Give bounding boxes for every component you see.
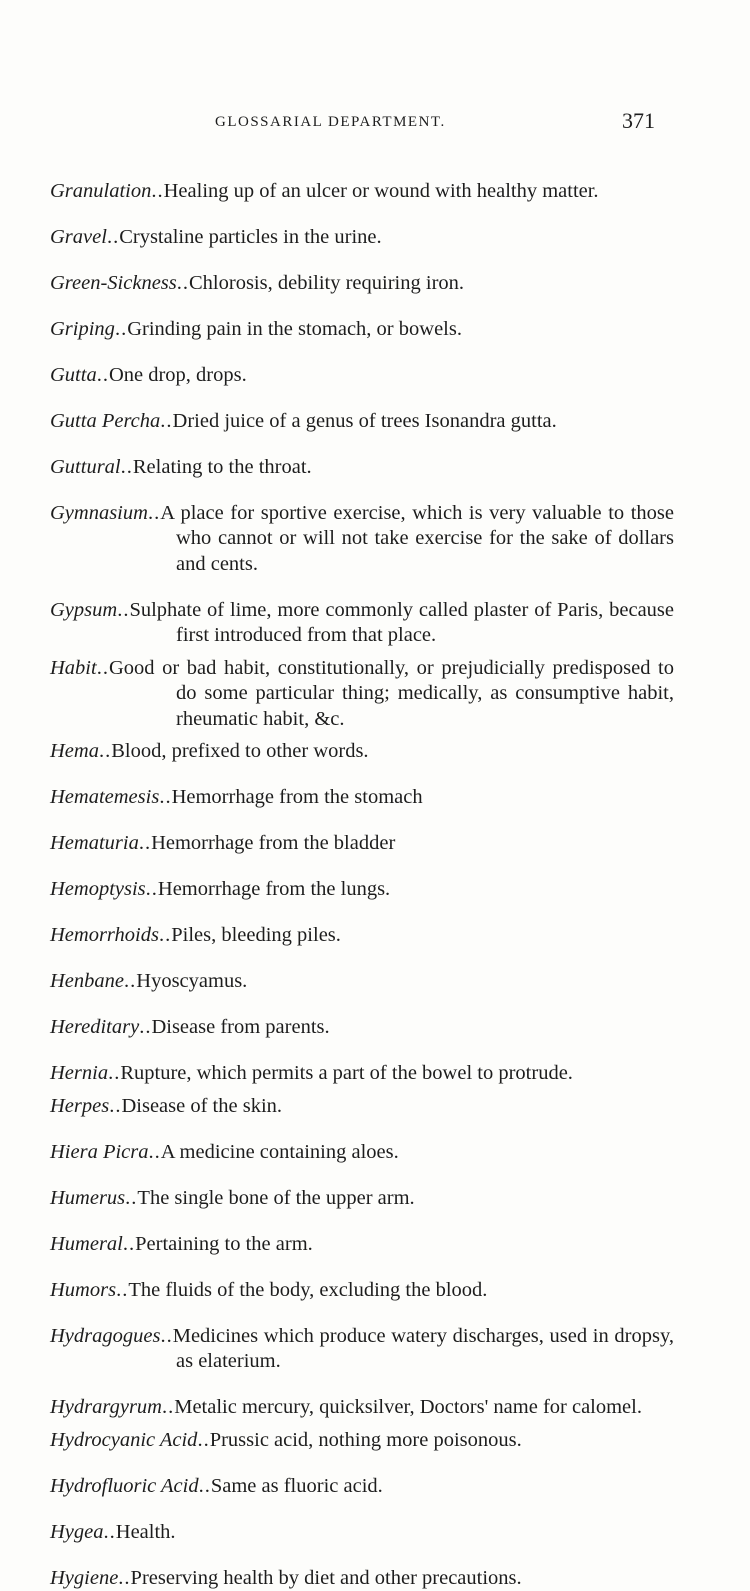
glossary-definition: Hemorrhage from the lungs. <box>158 878 390 900</box>
glossary-term: Hygea <box>50 1521 104 1543</box>
glossary-entry <box>50 739 674 765</box>
glossary-term: Green-Sickness <box>50 272 177 294</box>
term-separator: .. <box>99 740 111 762</box>
glossary-entry <box>50 1094 674 1120</box>
term-separator: .. <box>159 786 171 808</box>
term-separator: .. <box>107 226 119 248</box>
glossary-term: Hematemesis <box>50 786 159 808</box>
glossary-entry <box>50 598 674 649</box>
glossary-entry <box>50 317 674 343</box>
glossary-term: Gymnasium <box>50 502 148 524</box>
glossary-definition: A medicine containing aloes. <box>161 1141 399 1163</box>
glossary-term: Hemoptysis <box>50 878 146 900</box>
glossary-definition: Relating to the throat. <box>133 456 312 478</box>
glossary-entry <box>50 271 674 297</box>
term-separator: .. <box>160 1325 172 1347</box>
glossary-entry <box>50 1061 674 1087</box>
term-separator: .. <box>159 924 171 946</box>
glossary-definition: Rupture, which permits a part of the bowel to protrude. <box>120 1062 573 1084</box>
term-separator: .. <box>139 832 151 854</box>
glossary-entry <box>50 409 674 435</box>
glossary-definition: Blood, prefixed to other words. <box>111 740 368 762</box>
term-separator: .. <box>197 1429 209 1451</box>
glossary-definition: Prussic acid, nothing more poisonous. <box>210 1429 522 1451</box>
term-separator: .. <box>108 1062 120 1084</box>
glossary-term: Gutta <box>50 364 97 386</box>
term-separator: .. <box>199 1475 211 1497</box>
glossary-term: Hema <box>50 740 99 762</box>
glossary-entry <box>50 1566 674 1591</box>
glossary-entry <box>50 1474 674 1500</box>
glossary-term: Hereditary <box>50 1016 139 1038</box>
term-separator: .. <box>121 456 133 478</box>
glossary-definition: Healing up of an ulcer or wound with healthy matter. <box>164 180 599 202</box>
glossary-definition: Chlorosis, debility requiring iron. <box>189 272 464 294</box>
glossary-term: Guttural <box>50 456 121 478</box>
glossary-term: Habit <box>50 657 97 679</box>
glossary-entry <box>50 877 674 903</box>
glossary-entry <box>50 969 674 995</box>
term-separator: .. <box>146 878 158 900</box>
glossary-definition: Hemorrhage from the stomach <box>172 786 423 808</box>
term-separator: .. <box>109 1095 121 1117</box>
glossary-term: Henbane <box>50 970 124 992</box>
page-number: 371 <box>622 108 655 134</box>
glossary-entry <box>50 1520 674 1546</box>
glossary-entry <box>50 831 674 857</box>
term-separator: .. <box>104 1521 116 1543</box>
glossary-definition: Hemorrhage from the bladder <box>151 832 395 854</box>
term-separator: .. <box>177 272 189 294</box>
glossary-term: Hemorrhoids <box>50 924 159 946</box>
glossary-definition: The single bone of the upper arm. <box>137 1187 414 1209</box>
glossary-entry <box>50 1278 674 1304</box>
glossary-definition: Hyoscyamus. <box>136 970 247 992</box>
glossary-term: Granulation <box>50 180 151 202</box>
glossary-entry <box>50 455 674 481</box>
glossary-entry <box>50 1428 674 1454</box>
glossary-definition: Good or bad habit, constitutionally, or prejudicially predisposed to do some particular thing; medically, as consumptive habit, rheumatic habit, &c. <box>109 657 674 730</box>
glossary-entry <box>50 923 674 949</box>
term-separator: .. <box>97 657 109 679</box>
glossary-term: Hydrocyanic Acid <box>50 1429 197 1451</box>
glossary-definition: A place for sportive exercise, which is very valuable to those who cannot or will not take exercise for the sake of dollars and cents. <box>160 502 674 575</box>
term-separator: .. <box>118 1567 130 1589</box>
term-separator: .. <box>117 599 129 621</box>
term-separator: .. <box>116 1279 128 1301</box>
term-separator: .. <box>149 1141 161 1163</box>
glossary-entry <box>50 501 674 578</box>
glossary-term: Humerus <box>50 1187 125 1209</box>
glossary-definition: The fluids of the body, excluding the blood. <box>128 1279 487 1301</box>
glossary-entry <box>50 1324 674 1375</box>
glossary-definition: Dried juice of a genus of trees Isonandra gutta. <box>173 410 557 432</box>
glossary-definition: Pertaining to the arm. <box>135 1233 313 1255</box>
glossary-term: Hydrofluoric Acid <box>50 1475 199 1497</box>
term-separator: .. <box>125 1187 137 1209</box>
glossary-list <box>50 158 674 1591</box>
glossary-entry <box>50 1232 674 1258</box>
glossary-definition: Crystaline particles in the urine. <box>119 226 381 248</box>
glossary-entry <box>50 225 674 251</box>
glossary-term: Humeral <box>50 1233 123 1255</box>
glossary-term: Hydrargyrum <box>50 1396 162 1418</box>
glossary-definition: Preserving health by diet and other precautions. <box>131 1567 522 1589</box>
glossary-term: Hernia <box>50 1062 108 1084</box>
glossary-term: Gypsum <box>50 599 117 621</box>
glossary-entry <box>50 179 674 205</box>
glossary-term: Humors <box>50 1279 116 1301</box>
term-separator: .. <box>97 364 109 386</box>
glossary-term: Hygiene <box>50 1567 118 1589</box>
term-separator: .. <box>160 410 172 432</box>
glossary-definition: Metalic mercury, quicksilver, Doctors' name for calomel. <box>174 1396 642 1418</box>
glossary-definition: Medicines which produce watery discharges, used in dropsy, as elaterium. <box>173 1325 674 1373</box>
term-separator: .. <box>151 180 163 202</box>
term-separator: .. <box>148 502 160 524</box>
glossary-entry <box>50 1186 674 1212</box>
glossary-entry <box>50 785 674 811</box>
glossary-term: Hematuria <box>50 832 139 854</box>
glossary-entry <box>50 363 674 389</box>
page-header-title: GLOSSARIAL DEPARTMENT. <box>215 114 446 131</box>
glossary-entry <box>50 656 674 733</box>
term-separator: .. <box>139 1016 151 1038</box>
glossary-definition: Health. <box>116 1521 176 1543</box>
glossary-definition: Disease from parents. <box>151 1016 329 1038</box>
glossary-term: Gutta Percha <box>50 410 160 432</box>
running-head <box>0 108 750 138</box>
glossary-definition: Same as fluoric acid. <box>211 1475 383 1497</box>
term-separator: .. <box>115 318 127 340</box>
glossary-term: Griping <box>50 318 115 340</box>
glossary-entry <box>50 1395 674 1421</box>
glossary-term: Hiera Picra <box>50 1141 149 1163</box>
glossary-definition: Grinding pain in the stomach, or bowels. <box>127 318 462 340</box>
glossary-term: Gravel <box>50 226 107 248</box>
term-separator: .. <box>124 970 136 992</box>
glossary-entry <box>50 1015 674 1041</box>
glossary-definition: Sulphate of lime, more commonly called plaster of Paris, because first introduced from that place. <box>129 599 674 647</box>
term-separator: .. <box>123 1233 135 1255</box>
term-separator: .. <box>162 1396 174 1418</box>
glossary-definition: One drop, drops. <box>109 364 247 386</box>
glossary-entry <box>50 1140 674 1166</box>
glossary-definition: Disease of the skin. <box>121 1095 282 1117</box>
glossary-term: Herpes <box>50 1095 109 1117</box>
glossary-definition: Piles, bleeding piles. <box>171 924 341 946</box>
glossary-term: Hydragogues <box>50 1325 160 1347</box>
